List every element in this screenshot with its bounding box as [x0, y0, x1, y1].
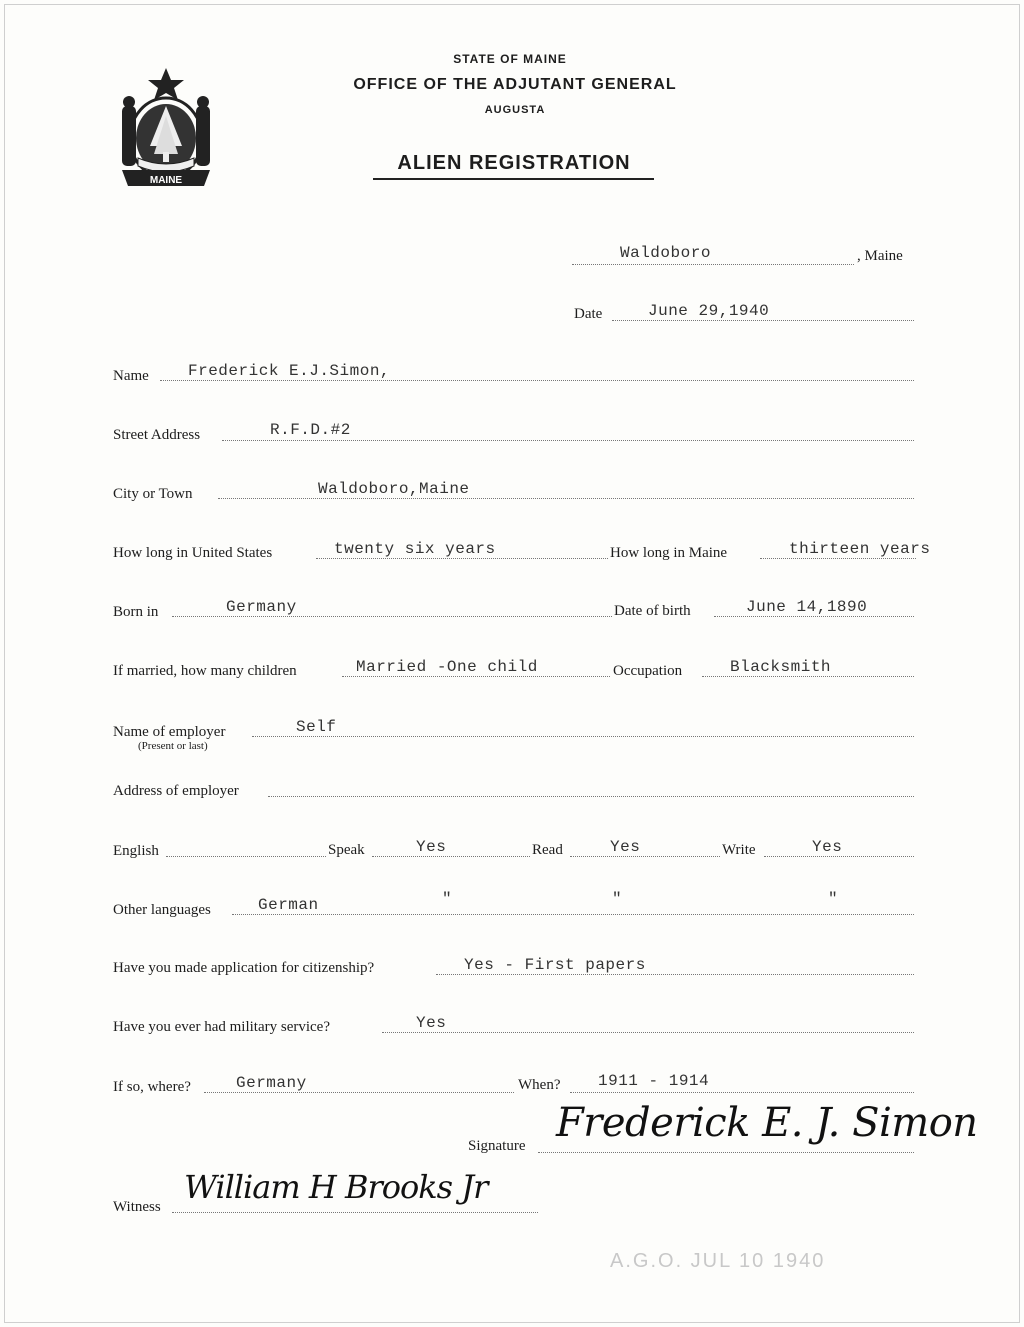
state-label: , Maine: [857, 248, 903, 264]
citizenship-value: Yes - First papers: [464, 956, 646, 974]
date-underline: [612, 320, 914, 321]
read-label: Read: [532, 842, 563, 858]
military-value: Yes: [416, 1014, 447, 1032]
city-value: Waldoboro,Maine: [318, 480, 470, 498]
other-languages-write: ": [828, 890, 839, 908]
when-label: When?: [518, 1077, 561, 1093]
military-label: Have you ever had military service?: [113, 1019, 330, 1035]
english-speak-value: Yes: [416, 838, 447, 856]
how-long-us-underline: [316, 558, 608, 559]
witness-label: Witness: [113, 1199, 161, 1215]
where-value: Germany: [236, 1074, 307, 1092]
english-read-value: Yes: [610, 838, 641, 856]
name-value: Frederick E.J.Simon,: [188, 362, 391, 380]
date-label: Date: [574, 306, 603, 322]
received-stamp: A.G.O. JUL 10 1940: [610, 1250, 826, 1272]
street-label: Street Address: [113, 427, 201, 443]
signature-label: Signature: [468, 1138, 526, 1154]
signature-value: Frederick E. J. Simon: [556, 1100, 978, 1146]
citizenship-label: Have you made application for citizenship?: [113, 960, 375, 976]
employer-address-underline: [268, 796, 914, 797]
date-value: June 29,1940: [648, 302, 770, 320]
witness-signature: William H Brooks Jr: [184, 1168, 488, 1206]
town-underline: [572, 264, 854, 265]
name-underline: [160, 380, 914, 381]
employer-value: Self: [296, 718, 337, 736]
other-languages-value: German: [258, 896, 319, 914]
date-of-birth-label: Date of birth: [614, 603, 691, 619]
where-underline: [204, 1092, 514, 1093]
form-title: ALIEN REGISTRATION: [397, 152, 631, 174]
children-value: Married -One child: [356, 658, 538, 676]
occupation-value: Blacksmith: [730, 658, 832, 676]
how-long-maine-value: thirteen years: [789, 540, 931, 558]
header-state: STATE OF MAINE: [453, 52, 567, 66]
seal-text: MAINE: [149, 175, 183, 186]
other-languages-label: Other languages: [113, 902, 211, 918]
how-long-maine-label: How long in Maine: [610, 545, 728, 561]
town-value: Waldoboro: [620, 244, 711, 262]
city-underline: [218, 498, 914, 499]
date-of-birth-value: June 14,1890: [746, 598, 868, 616]
employer-underline: [252, 736, 914, 737]
how-long-us-value: twenty six years: [334, 540, 496, 558]
speak-underline: [372, 856, 530, 857]
when-underline: [570, 1092, 914, 1093]
write-underline: [764, 856, 914, 857]
employer-sublabel: (Present or last): [138, 740, 208, 752]
street-value: R.F.D.#2: [270, 421, 351, 439]
military-underline: [382, 1032, 914, 1033]
date-of-birth-underline: [714, 616, 914, 617]
born-in-value: Germany: [226, 598, 297, 616]
other-languages-speak: ": [442, 890, 453, 908]
city-label: City or Town: [113, 486, 193, 502]
how-long-maine-underline: [760, 558, 916, 559]
name-label: Name: [113, 368, 149, 384]
where-label: If so, where?: [113, 1079, 191, 1095]
write-label: Write: [722, 842, 756, 858]
employer-address-label: Address of employer: [113, 783, 239, 799]
signature-underline: [538, 1152, 914, 1153]
how-long-us-label: How long in United States: [113, 545, 273, 561]
read-underline: [570, 856, 720, 857]
title-underline: [373, 178, 654, 180]
born-in-label: Born in: [113, 604, 159, 620]
occupation-underline: [702, 676, 914, 677]
english-underline: [166, 856, 326, 857]
born-in-underline: [172, 616, 612, 617]
employer-label: Name of employer: [113, 724, 226, 740]
children-label: If married, how many children: [113, 663, 297, 679]
when-value: 1911 - 1914: [598, 1072, 710, 1090]
children-underline: [342, 676, 610, 677]
witness-underline: [172, 1212, 538, 1213]
english-label: English: [113, 843, 159, 859]
english-write-value: Yes: [812, 838, 843, 856]
citizenship-underline: [436, 974, 914, 975]
header-city: AUGUSTA: [484, 104, 546, 116]
other-languages-underline: [232, 914, 914, 915]
speak-label: Speak: [328, 842, 365, 858]
other-languages-read: ": [612, 890, 623, 908]
header-office: OFFICE OF THE ADJUTANT GENERAL: [353, 76, 677, 93]
street-underline: [222, 440, 914, 441]
occupation-label: Occupation: [613, 663, 683, 679]
